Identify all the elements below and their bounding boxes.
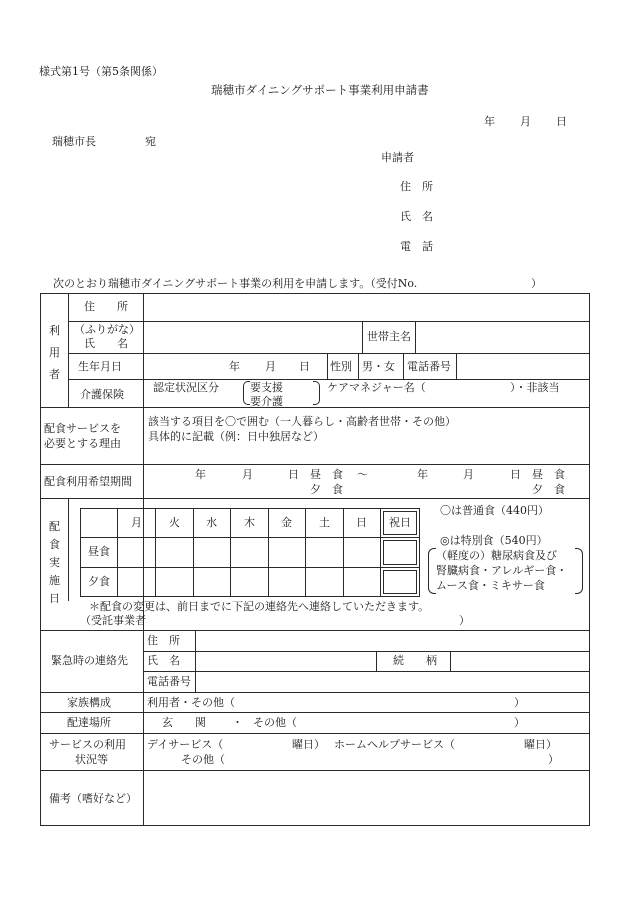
user-side-label-1: 利	[49, 324, 60, 337]
period-end-day: 日	[510, 468, 521, 481]
delivery-label: 配達場所	[67, 716, 111, 729]
remarks-label: 備考（嗜好など）	[49, 792, 137, 805]
home-help-weekday: 曜日）	[524, 738, 557, 751]
emergency-name-label: 氏 名	[147, 654, 180, 667]
day-mon: 月	[131, 516, 142, 529]
contractor-label: （受託事業者	[80, 614, 146, 627]
emergency-phone-label: 電話番号	[147, 675, 191, 688]
period-end-lunch: 昼 食	[532, 468, 565, 481]
sex-options: 男・女	[362, 360, 395, 373]
day-service-label: デイサービス（	[147, 738, 224, 751]
delivery-other: その他（	[253, 716, 297, 729]
legend-special: ◎は特別食（540円）	[440, 534, 548, 547]
day-thu: 木	[244, 516, 255, 529]
day-fri: 金	[281, 516, 292, 529]
period-start-lunch: 昼 食	[310, 468, 343, 481]
special-meal-line-2: 腎臓病食・アレルギー食・	[436, 564, 568, 577]
period-end-month: 月	[463, 468, 474, 481]
date-year-label: 年	[484, 115, 495, 128]
user-name-label: 氏 名	[84, 337, 128, 350]
page-title: 瑞穂市ダイニングサポート事業利用申請書	[211, 83, 429, 97]
support-need-option: 要支援	[250, 381, 283, 394]
day-sun: 日	[356, 516, 367, 529]
period-end-year: 年	[417, 468, 428, 481]
day-sat: 土	[319, 516, 330, 529]
birth-month-label: 月	[265, 360, 276, 373]
delivery-dot: ・	[232, 716, 243, 729]
care-level-label: 認定状況区分	[153, 381, 219, 394]
day-service-weekday: 曜日）	[292, 738, 325, 751]
reason-line-1: 該当する項目を〇で囲む（一人暮らし・高齢者世帯・その他）	[148, 415, 456, 428]
delivery-entrance: 玄 関	[162, 716, 206, 729]
addressee: 瑞穂市長	[52, 135, 96, 148]
furigana-label: （ふりがな）	[74, 323, 140, 336]
delivery-close: ）	[514, 716, 525, 729]
schedule-side-4: 施	[49, 574, 60, 587]
applicant-name-label: 氏 名	[400, 210, 433, 223]
household-head-label: 世帯主名	[367, 330, 411, 343]
services-other-label: その他（	[181, 753, 225, 766]
intro-close: ）	[531, 277, 542, 290]
services-other-close: ）	[548, 753, 559, 766]
special-meal-line-3: ムース食・ミキサー食	[436, 579, 545, 592]
day-holiday: 祝日	[389, 516, 411, 529]
user-address-label: 住 所	[84, 300, 128, 313]
period-label: 配食利用希望期間	[44, 475, 132, 488]
birth-day-label: 日	[299, 360, 310, 373]
care-manager-label: ケアマネジャー名（	[327, 381, 426, 394]
care-need-option: 要介護	[250, 395, 283, 408]
care-insurance-label: 介護保険	[80, 388, 124, 401]
user-phone-label: 電話番号	[407, 360, 451, 373]
day-tue: 火	[169, 516, 180, 529]
special-meal-line-1: （軽度の）糖尿病食及び	[436, 549, 557, 562]
family-close: ）	[514, 696, 525, 709]
row-lunch-label: 昼食	[88, 545, 110, 558]
user-side-label-2: 用	[49, 346, 60, 359]
intro-text: 次のとおり瑞穂市ダイニングサポート事業の利用を申請します。（受付No.	[53, 277, 418, 290]
schedule-side-5: 日	[49, 592, 60, 605]
period-tilde: ～	[357, 468, 368, 481]
applicant-phone-label: 電 話	[400, 240, 433, 253]
sex-label: 性別	[330, 360, 352, 373]
period-end-dinner: 夕 食	[532, 483, 565, 496]
emergency-contact-label: 緊急時の連絡先	[51, 654, 128, 667]
schedule-side-1: 配	[49, 520, 60, 533]
applicant-address-label: 住 所	[400, 180, 433, 193]
services-label-2: 状況等	[75, 753, 108, 766]
date-month-label: 月	[520, 115, 531, 128]
schedule-change-note: ＊配食の変更は、前日までに下記の連絡先へ連絡していただきます。	[89, 600, 430, 613]
user-side-label-3: 者	[49, 368, 60, 381]
home-help-label: ホームヘルプサービス（	[334, 738, 455, 751]
day-wed: 水	[206, 516, 217, 529]
period-start-day: 日	[288, 468, 299, 481]
applicant-label: 申請者	[381, 151, 414, 164]
reason-label-2: 必要とする理由	[44, 437, 121, 450]
period-start-dinner: 夕 食	[310, 483, 343, 496]
addressee-suffix: 宛	[145, 135, 156, 148]
schedule-side-2: 食	[49, 538, 60, 551]
emergency-relation-label: 続 柄	[393, 654, 437, 667]
emergency-address-label: 住 所	[147, 634, 180, 647]
row-dinner-label: 夕食	[88, 575, 110, 588]
birthdate-label: 生年月日	[78, 360, 122, 373]
contractor-close: ）	[459, 614, 470, 627]
family-value: 利用者・その他（	[147, 696, 235, 709]
family-label: 家族構成	[67, 696, 111, 709]
date-day-label: 日	[556, 115, 567, 128]
birth-year-label: 年	[229, 360, 240, 373]
period-start-year: 年	[195, 468, 206, 481]
services-label-1: サービスの利用	[49, 738, 126, 751]
form-number: 様式第1号（第5条関係）	[39, 65, 163, 78]
legend-normal: 〇は普通食（440円）	[440, 504, 549, 517]
schedule-side-3: 実	[49, 556, 60, 569]
reason-line-2: 具体的に記載（例：日中独居など）	[148, 430, 324, 443]
reason-label-1: 配食サービスを	[44, 422, 121, 435]
period-start-month: 月	[242, 468, 253, 481]
care-manager-close: ）・非該当	[510, 381, 560, 394]
